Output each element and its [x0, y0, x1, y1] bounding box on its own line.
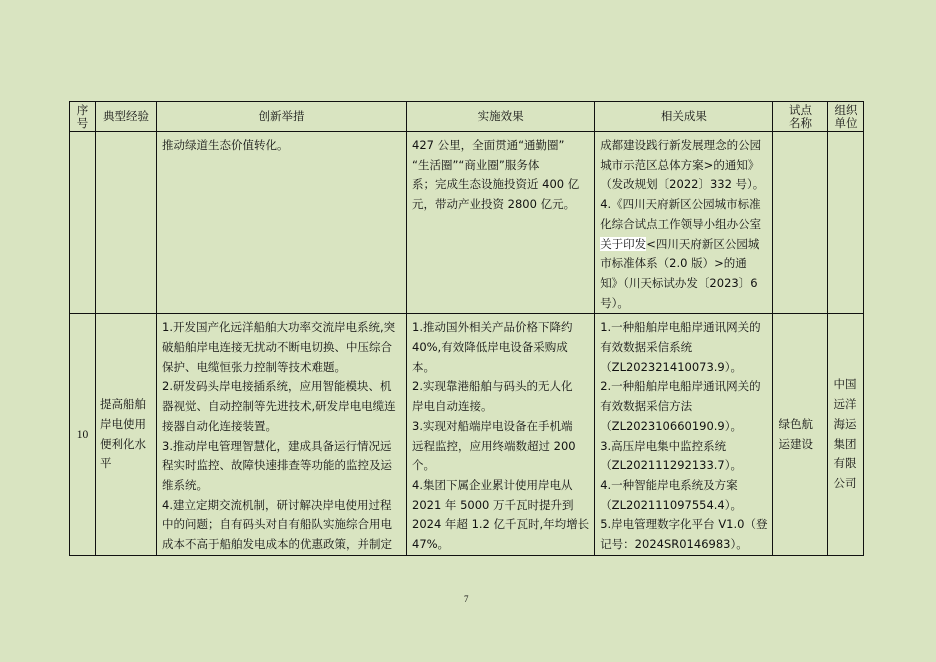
- text-line: 记号：2024SR0146983）。: [600, 537, 748, 552]
- cell-text: [157, 132, 406, 156]
- text-line: 1.推动国外相关产品价格下降约: [412, 320, 573, 335]
- text-line: 成都建设践行新发展理念的公园: [600, 138, 762, 152]
- text-line: （ZL202111097554.4）。: [600, 497, 742, 512]
- text-line: 破船舶岸电连接无扰动不断电切换、中压综合: [162, 340, 392, 355]
- text-line: 海运: [833, 416, 857, 431]
- cell-pilot: [773, 314, 828, 555]
- text-line: 2.实现靠港船舶与码头的无人化: [412, 379, 573, 394]
- cell-pilot: [773, 132, 828, 314]
- text-line: 成本不高于船舶发电成本的优惠政策，并制定: [162, 537, 392, 552]
- table-row: [70, 314, 864, 555]
- text-line: 2021 年 5000 万千瓦时提升到: [412, 497, 574, 512]
- cell-org: [828, 132, 864, 314]
- text-line: 维系统。: [162, 477, 208, 492]
- text-line: 城市示范区总体方案>的通知》: [600, 157, 760, 172]
- text-line: 有效数据采信系统: [600, 340, 693, 355]
- text-line: （发改规划〔2022〕332 号）。: [600, 177, 765, 192]
- text-line: 公司: [833, 475, 857, 490]
- cell-measures: [157, 132, 407, 314]
- text-line: 4.建立定期交流机制，研讨解决岸电使用过程: [162, 497, 392, 512]
- selected-text[interactable]: 关于印发: [600, 236, 647, 251]
- page-number: 7: [464, 594, 469, 604]
- cell-experience: [96, 314, 157, 555]
- text-line: 2024 年超 1.2 亿千瓦时,年均增长: [412, 517, 590, 532]
- text-line: （ZL202111292133.7）。: [600, 458, 742, 473]
- cell-org: [828, 314, 864, 555]
- text-line: 个。: [412, 458, 435, 473]
- header-effects: 实施效果: [407, 102, 595, 132]
- header-results: 相关成果: [595, 102, 773, 132]
- cell-text: [157, 314, 406, 554]
- row-number: 10: [76, 428, 89, 441]
- cell-results: [595, 132, 773, 314]
- text-line: 运建设: [778, 436, 813, 451]
- header-pilot: [773, 102, 828, 132]
- text-line: 系；完成生态设施投资近 400 亿: [412, 177, 580, 192]
- header-seq: [70, 102, 96, 132]
- header-measures: 创新举措: [157, 102, 407, 132]
- text-line: 2.一种船舶岸电船岸通讯网关的: [600, 379, 761, 394]
- text-line: 岸电使用: [100, 416, 146, 431]
- cell-text: [407, 132, 594, 215]
- cell-seq: [70, 132, 96, 314]
- text-line: 4.一种智能岸电系统及方案: [600, 477, 738, 492]
- text-line: 本。: [412, 359, 435, 374]
- text-line: 3.高压岸电集中监控系统: [600, 438, 727, 453]
- header-org-label: 组织单位: [834, 102, 858, 130]
- text-line: 427 公里，全面贯通“通勤圈”: [412, 138, 565, 152]
- text-line: 推动绿道生态价值转化。: [162, 138, 289, 152]
- cell-text: [407, 314, 594, 554]
- header-pilot-label: 试点名称: [788, 102, 812, 130]
- text-line: [600, 235, 767, 255]
- text-line: 提高船舶: [100, 397, 146, 412]
- text-line: 40%,有效降低岸电设备采购成: [412, 340, 568, 355]
- text-line: （ZL202321410073.9）。: [600, 359, 742, 374]
- table-header-row: [70, 102, 864, 132]
- text-line: 3.实现对船端岸电设备在手机端: [412, 418, 573, 433]
- text-line: 远程监控，应用终端数超过 200: [412, 438, 576, 453]
- cell-seq: [70, 314, 96, 555]
- text-line: 有效数据采信方法: [600, 399, 693, 414]
- text-line: 有限: [833, 456, 857, 471]
- text-line: 绿色航: [778, 416, 813, 431]
- text-line: 中的问题；自有码头对自有船队实施综合用电: [162, 517, 392, 532]
- text-line: 化综合试点工作领导小组办公室: [600, 216, 762, 231]
- text-line: 4.集团下属企业累计使用岸电从: [412, 477, 573, 492]
- cell-text: [96, 395, 156, 474]
- cell-effects: [407, 314, 595, 555]
- text-line: 市标准体系（2.0 版）>的通: [600, 256, 747, 271]
- cell-text: [595, 132, 772, 313]
- cell-measures: [157, 314, 407, 555]
- text-line: 中国: [833, 377, 857, 392]
- header-line: 序: [76, 102, 89, 117]
- text-line: “生活圈”“商业圈”服务体: [412, 157, 540, 172]
- text-line: 集团: [833, 436, 857, 451]
- text-line: 便利化水: [100, 436, 146, 451]
- text-line: 47%。: [412, 537, 450, 552]
- table-row: [70, 132, 864, 314]
- text-line: （ZL202310660190.9）。: [600, 418, 742, 433]
- text-line: 保护、电缆恒张力控制等技术难题。: [162, 359, 346, 374]
- text-line: 岸电自动连接。: [412, 399, 493, 414]
- cell-effects: [407, 132, 595, 314]
- text-line: 2.研发码头岸电接插系统，应用智能模块、机: [162, 379, 392, 394]
- text-line: 元，带动产业投资 2800 亿元。: [412, 197, 576, 212]
- text-line: 号）。: [600, 295, 629, 310]
- text-line: 1.一种船舶岸电船岸通讯网关的: [600, 320, 761, 335]
- header-org: [828, 102, 864, 132]
- text-line: 1.开发国产化远洋船舶大功率交流岸电系统,突: [162, 320, 396, 335]
- cell-text: [773, 415, 827, 454]
- text-line: 器视觉、自动控制等先进技术,研发岸电电缆连: [162, 399, 396, 414]
- text-line: 程实时监控、故障快速排查等功能的监控及运: [162, 458, 392, 473]
- text-line: 平: [100, 456, 112, 471]
- text-line: 5.岸电管理数字化平台 V1.0（登: [600, 517, 768, 532]
- pilot-experience-table: [69, 101, 864, 556]
- text-line: 3.推动岸电管理智慧化，建成具备运行情况远: [162, 438, 392, 453]
- text-line: 知》（川天标试办发〔2023〕6: [600, 275, 758, 290]
- text-line: 4.《四川天府新区公园城市标准: [600, 197, 761, 212]
- cell-results: [595, 314, 773, 555]
- header-line: 号: [76, 115, 89, 130]
- cell-text: [595, 314, 772, 554]
- text-segment: <四川天府新区公园城: [646, 236, 760, 251]
- text-line: 远洋: [833, 397, 857, 412]
- cell-text: [828, 375, 863, 493]
- text-line: 接器自动化连接装置。: [162, 418, 277, 433]
- header-experience: 典型经验: [96, 102, 157, 132]
- cell-experience: [96, 132, 157, 314]
